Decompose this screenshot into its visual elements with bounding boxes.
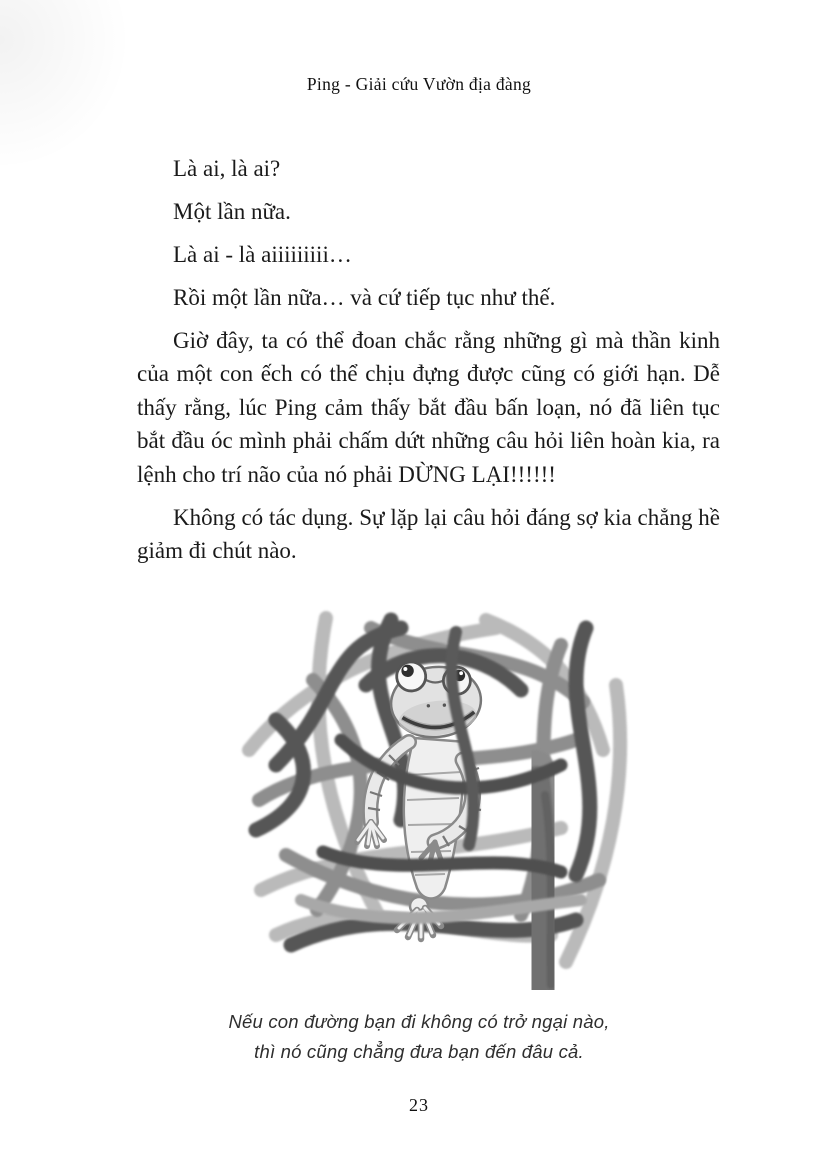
paragraph: Không có tác dụng. Sự lặp lại câu hỏi đáng sợ kia chẳng hề giảm đi chút nào. <box>137 505 720 564</box>
dialogue-line: Là ai - là aiiiiiiiii… <box>173 242 352 267</box>
caption-line: Nếu con đường bạn đi không có trở ngại nào, <box>228 1010 610 1032</box>
page-number: 23 <box>409 1095 429 1115</box>
dialogue-line: Là ai, là ai? <box>173 156 281 181</box>
dialogue-line: Một lần nữa. <box>173 199 291 224</box>
dialogue-line: Rồi một lần nữa… và cứ tiếp tục như thế. <box>173 285 556 310</box>
frog-left-eye <box>395 660 427 692</box>
frog-tangled-in-vines-illustration <box>231 590 641 990</box>
illustration-caption <box>0 1007 838 1067</box>
text-block <box>137 152 720 568</box>
paragraph: Giờ đây, ta có thể đoan chắc rằng những gì mà thần kinh của một con ếch có thể chịu đựng được cũng có giới hạn. Dễ thấy rằng, lúc Ping cảm thấy bắt đầu bấn loạn, nó đã liên tục bắt đầu óc mình phải chấm dứt những câu hỏi liên hoàn kia, ra lệnh cho trí não của nó phải DỪNG LẠI!!!!!! <box>137 328 720 487</box>
tree-trunk <box>535 770 551 990</box>
frog-head <box>387 655 485 741</box>
illustration-container <box>231 590 641 990</box>
running-header: Ping - Giải cứu Vườn địa đàng <box>306 74 532 94</box>
illustration-figure <box>0 590 838 1067</box>
caption-line: thì nó cũng chẳng đưa bạn đến đâu cả. <box>254 1040 584 1062</box>
